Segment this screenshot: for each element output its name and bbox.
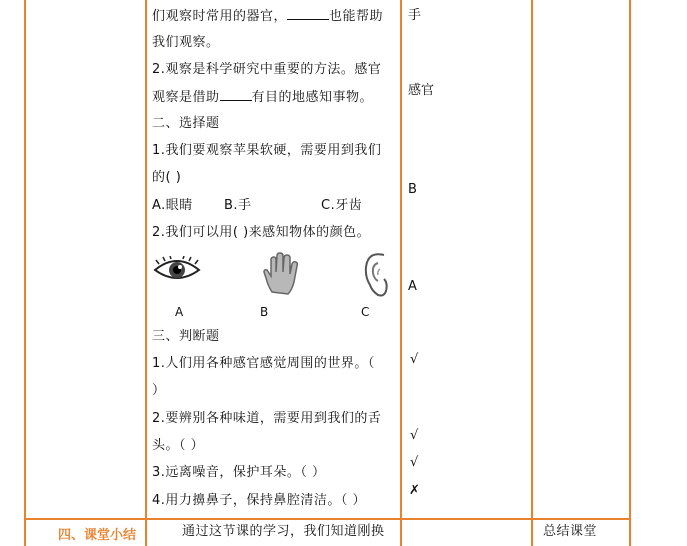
content-line: 2.观察是科学研究中重要的方法。感官 xyxy=(152,62,382,77)
answer-item: 手 xyxy=(408,8,422,23)
hand-icon xyxy=(262,252,302,296)
question-text: 1.人们用各种感官感觉周围的世界。（ xyxy=(152,356,375,371)
content-line: 观察是借助 有目的地感知事物。 xyxy=(152,90,374,105)
question-text: 1.我们要观察苹果软硬，需要用到我们 xyxy=(152,143,382,158)
option-c: C.牙齿 xyxy=(321,198,363,213)
question-text: 头。（ ） xyxy=(152,438,205,453)
fill-blank xyxy=(287,8,329,20)
question-text: 2.我们可以用( )来感知物体的颜色。 xyxy=(152,225,371,240)
image-label-c: C xyxy=(361,305,370,319)
table-border-1 xyxy=(24,0,26,546)
eye-icon xyxy=(153,256,201,284)
answer-item: 感官 xyxy=(408,83,435,98)
answer-item: √ xyxy=(410,352,419,367)
answer-item: B xyxy=(408,182,417,197)
summary-text: 通过这节课的学习，我们知道刚换 xyxy=(182,524,385,539)
question-text: 3.远离噪音，保护耳朵。（ ） xyxy=(152,465,326,480)
section-title: 四、课堂小结 xyxy=(58,528,137,543)
activity-text: 总结课堂 xyxy=(543,524,598,539)
section-heading: 二、选择题 xyxy=(152,116,220,131)
table-border-5 xyxy=(629,0,631,546)
image-label-b: B xyxy=(260,305,269,319)
ear-icon xyxy=(360,251,392,297)
table-border-3 xyxy=(400,0,402,546)
option-b: B.手 xyxy=(224,198,252,213)
section-heading: 三、判断题 xyxy=(152,329,220,344)
content-line: 我们观察。 xyxy=(152,35,220,50)
table-border-4 xyxy=(531,0,533,546)
fill-blank xyxy=(220,89,252,101)
answer-item: √ xyxy=(410,455,419,470)
image-label-a: A xyxy=(175,305,184,319)
question-text: ） xyxy=(152,383,166,398)
answer-item: √ xyxy=(410,428,419,443)
question-text: 2.要辨别各种味道，需要用到我们的舌 xyxy=(152,411,382,426)
answer-item: ✗ xyxy=(409,483,420,498)
option-a: A.眼睛 xyxy=(152,198,193,213)
question-text: 的( ) xyxy=(152,170,182,185)
row-divider xyxy=(24,518,631,520)
question-text: 4.用力擤鼻子，保持鼻腔清洁。（ ） xyxy=(152,493,367,508)
table-border-2 xyxy=(145,0,147,546)
answer-item: A xyxy=(408,279,417,294)
content-line: 们观察时常用的器官， 也能帮助 xyxy=(152,9,384,24)
